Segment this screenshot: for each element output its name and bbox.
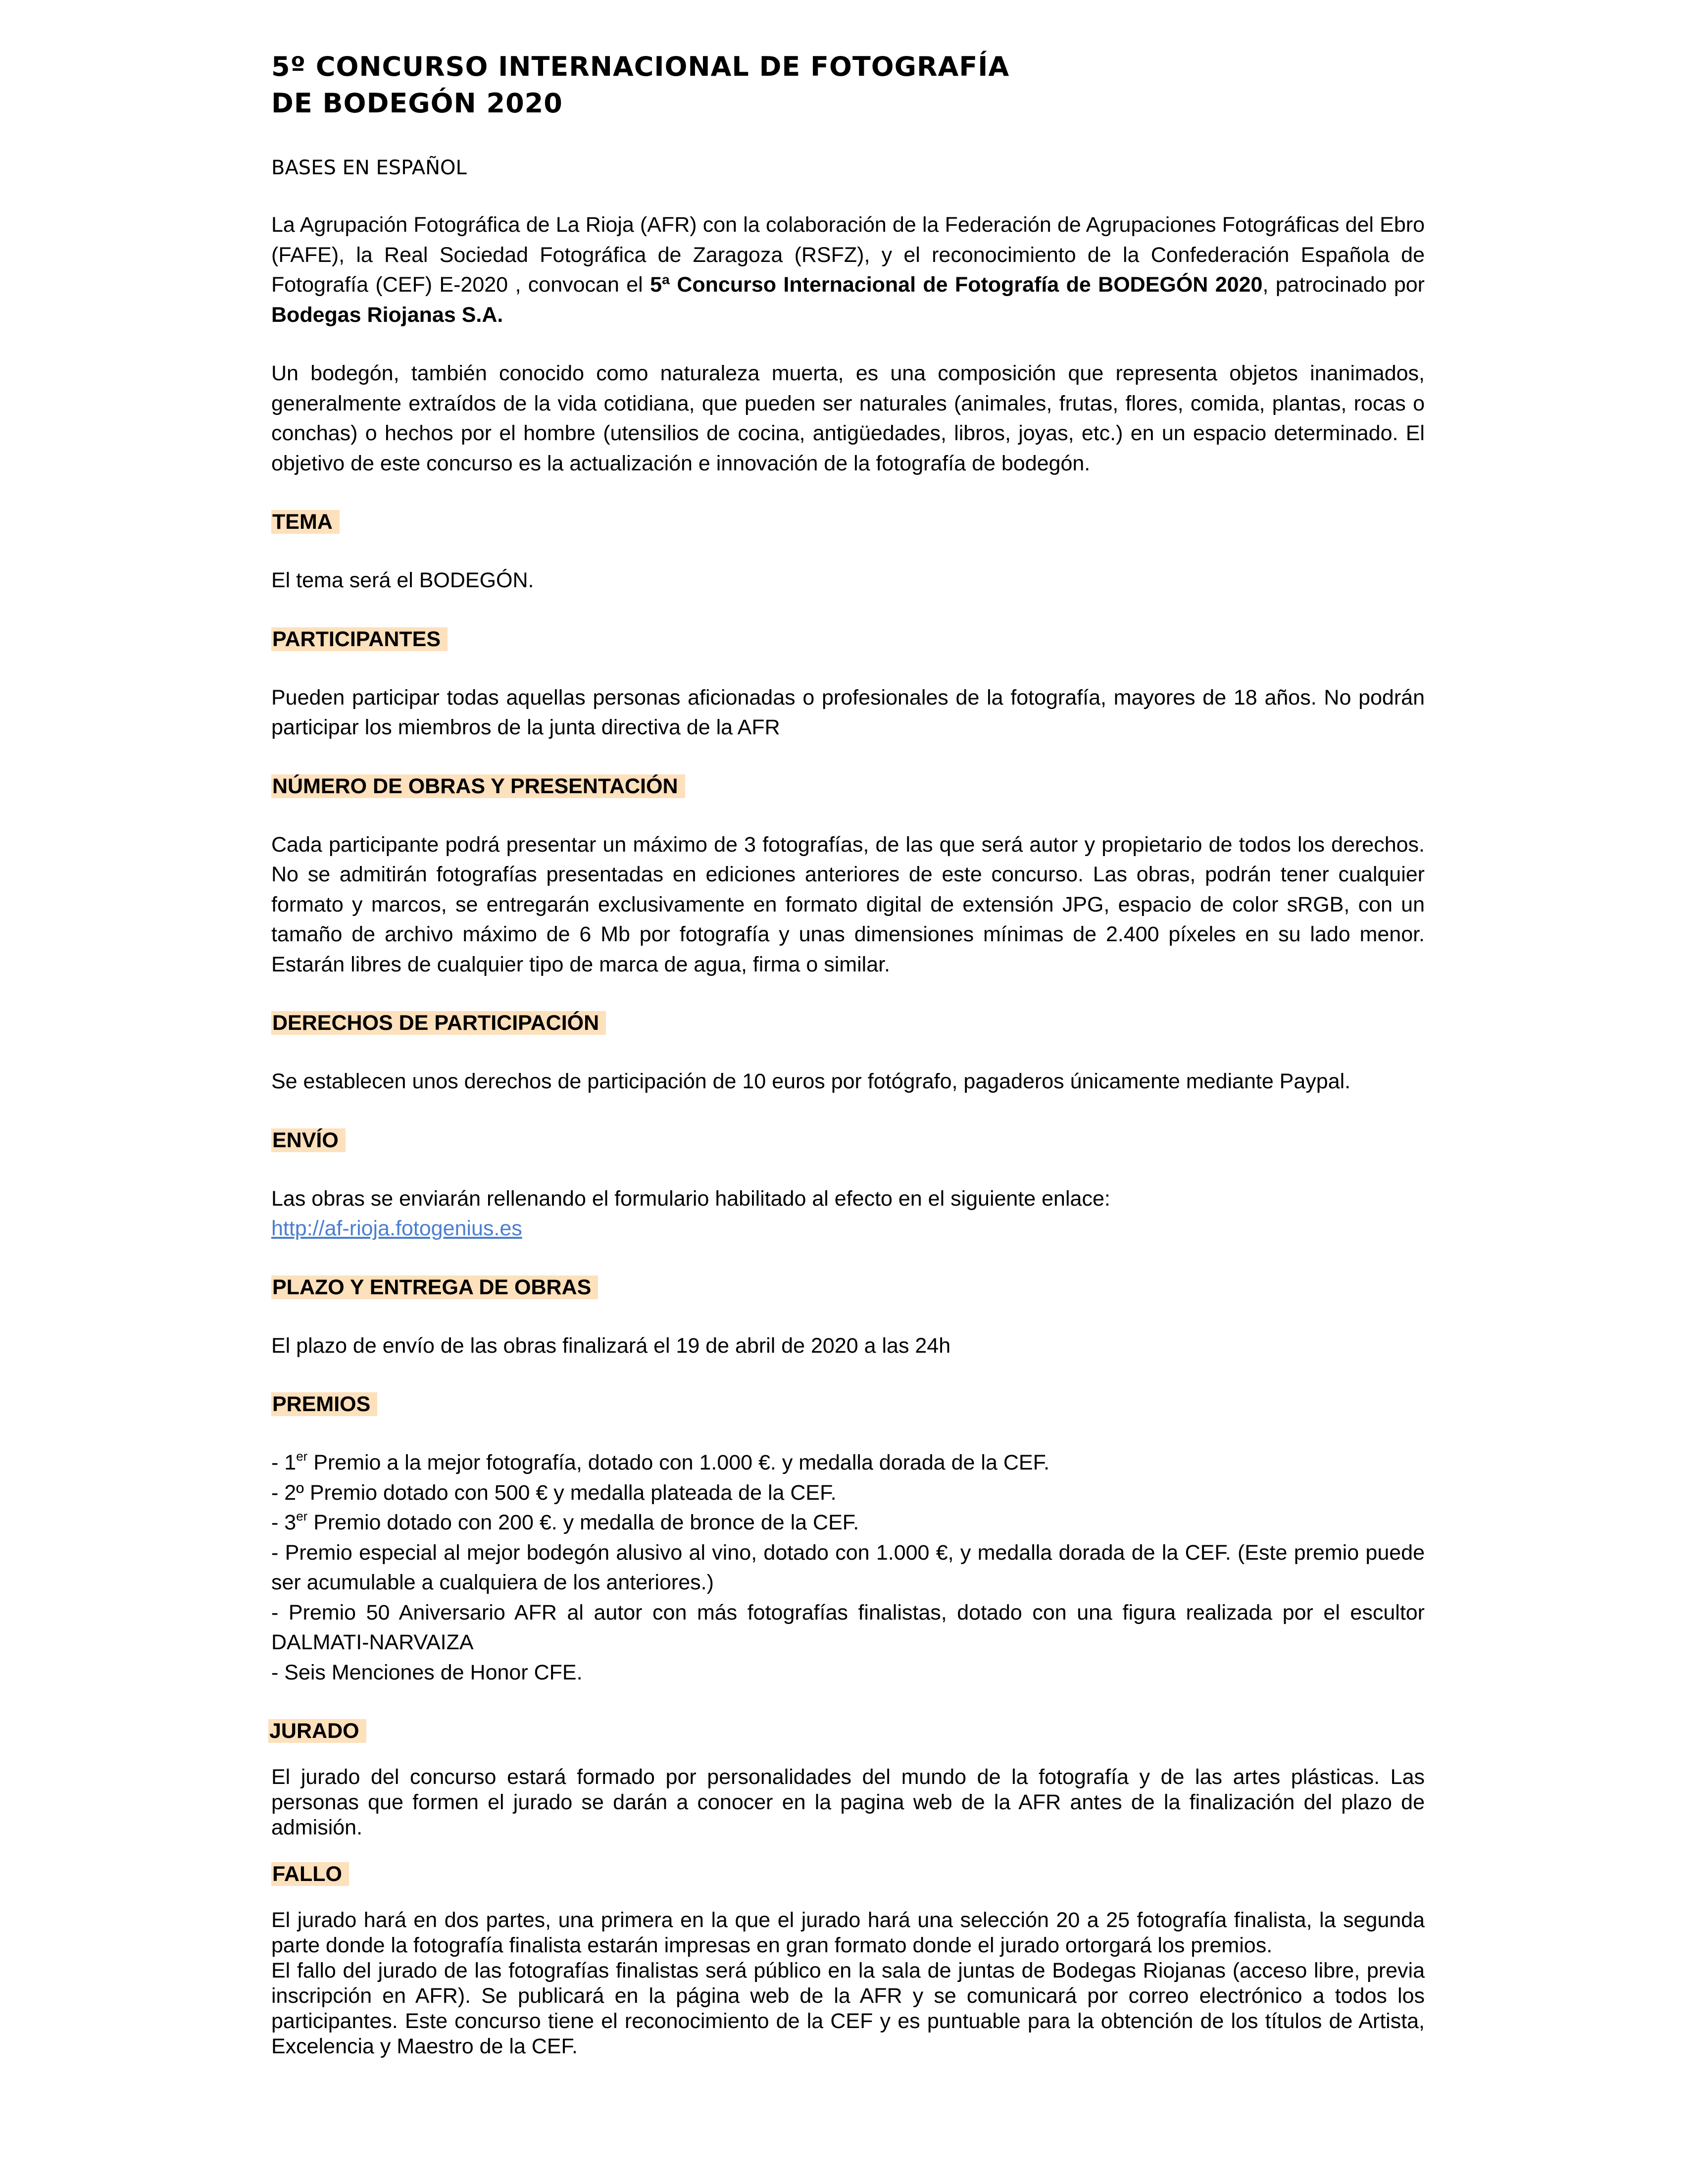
obras-text: Cada participante podrá presentar un máximo de 3 fotografías, de las que será autor y propietario de todos los derechos. No se admitirán fotografías presentadas en ediciones anteriores de este concurso. Las obras, podrán tener cualquier formato y marcos, se entregarán exclusivamente en formato digital de extensión JPG, espacio de color sRGB, con un tamaño de archivo máximo de 6 Mb por fotografía y unas dimensiones mínimas de 2.400 píxeles en su lado menor. Estarán libres de cualquier tipo de marca de agua, firma o similar.: [271, 832, 1425, 976]
intro-sponsor: Bodegas Riojanas S.A.: [271, 303, 503, 327]
intro-text-1: La Agrupación Fotográfica de La Rioja (AFR) con la colaboración de la Federación de Agrupaciones Fotográficas del Ebro (FAFE), la Real Sociedad Fotográfica de Zaragoza (RSFZ), y el reconocimiento de la Confederación Española de Fotografía (CEF) E-2020 , convocan el: [271, 213, 1425, 297]
plazo-text: El plazo de envío de las obras finalizará el 19 de abril de 2020 a las 24h: [271, 1333, 951, 1358]
intro-text-2: , patrocinado por: [1262, 273, 1425, 297]
tema-text: El tema será el BODEGÓN.: [271, 568, 534, 592]
premio-item-6: - Seis Menciones de Honor CFE.: [271, 1660, 583, 1684]
section-heading-plazo: PLAZO Y ENTREGA DE OBRAS: [271, 1272, 1425, 1302]
fallo-text-1: El jurado hará en dos partes, una primera en la que el jurado hará una selección 20 a 25 fotografía finalista, la segunda parte donde la fotografía finalista estarán impresas en gran formato donde el jurado ortorgará los premios.: [271, 1908, 1425, 1957]
document-subtitle: BASES EN ESPAÑOL: [271, 156, 467, 179]
premio-item-1: - 1er Premio a la mejor fotografía, dotado con 1.000 €. y medalla dorada de la CEF.: [271, 1449, 1050, 1474]
intro-paragraph: [271, 210, 1425, 330]
section-heading-tema: TEMA: [271, 507, 1425, 537]
fallo-text-2: El fallo del jurado de las fotografías finalistas será público en la sala de juntas de Bodegas Riojanas (acceso libre, previa inscripción en AFR). Se publicará en la página web de la AFR y se comunicará por correo electrónico a todos los participantes. Este concurso tiene el reconocimiento de la CEF y es puntuable para la obtención de los títulos de Artista, Excelencia y Maestro de la CEF.: [271, 1959, 1425, 2058]
section-heading-premios: PREMIOS: [271, 1389, 1425, 1419]
jurado-text: El jurado del concurso estará formado por personalidades del mundo de la fotografía y de las artes plásticas. Las personas que formen el jurado se darán a conocer en la pagina web de la AFR antes de la finalización del plazo de admisión.: [271, 1765, 1425, 1839]
description-paragraph: Un bodegón, también conocido como naturaleza muerta, es una composición que representa objetos inanimados, generalmente extraídos de la vida cotidiana, que pueden ser naturales (animales, frutas, flores, comida, plantas, rocas o conchas) o hechos por el hombre (utensilios de cocina, antigüedades, libros, joyas, etc.) en un espacio determinado. El objetivo de este concurso es la actualización e innovación de la fotografía de bodegón.: [271, 361, 1425, 475]
document-page: [271, 49, 1425, 2059]
participantes-text: Pueden participar todas aquellas personas aficionadas o profesionales de la fotografía, mayores de 18 años. No podrán participar los miembros de la junta directiva de la AFR: [271, 685, 1425, 739]
premio-item-4: - Premio especial al mejor bodegón alusivo al vino, dotado con 1.000 €, y medalla dorada de la CEF. (Este premio puede ser acumulable a cualquiera de los anteriores.): [271, 1540, 1425, 1594]
section-heading-jurado: JURADO: [271, 1716, 1425, 1746]
premio-item-5: - Premio 50 Aniversario AFR al autor con más fotografías finalistas, dotado con una figura realizada por el escultor DALMATI-NARVAIZA: [271, 1600, 1425, 1654]
section-heading-participantes: PARTICIPANTES: [271, 624, 1425, 654]
section-heading-envio: ENVÍO: [271, 1125, 1425, 1155]
envio-paragraph: [271, 1184, 1425, 1244]
premio-item-3: - 3er Premio dotado con 200 €. y medalla de bronce de la CEF.: [271, 1509, 859, 1534]
section-heading-obras: NÚMERO DE OBRAS Y PRESENTACIÓN: [271, 771, 1425, 801]
derechos-text: Se establecen unos derechos de participación de 10 euros por fotógrafo, pagaderos únicamente mediante Paypal.: [271, 1069, 1351, 1093]
premio-item-2: - 2º Premio dotado con 500 € y medalla plateada de la CEF.: [271, 1480, 837, 1505]
premios-list: [271, 1448, 1425, 1687]
envio-text: Las obras se enviarán rellenando el formulario habilitado al efecto en el siguiente enlace:: [271, 1186, 1110, 1211]
title-line-1: 5º CONCURSO INTERNACIONAL DE FOTOGRAFÍA: [271, 51, 1010, 82]
envio-link[interactable]: http://af-rioja.fotogenius.es: [271, 1217, 522, 1240]
section-heading-fallo: FALLO: [271, 1859, 1425, 1889]
document-title: [271, 49, 1425, 122]
title-line-2: DE BODEGÓN 2020: [271, 88, 563, 119]
section-heading-derechos: DERECHOS DE PARTICIPACIÓN: [271, 1008, 1425, 1038]
intro-contest-name: 5ª Concurso Internacional de Fotografía de BODEGÓN 2020: [650, 273, 1263, 297]
